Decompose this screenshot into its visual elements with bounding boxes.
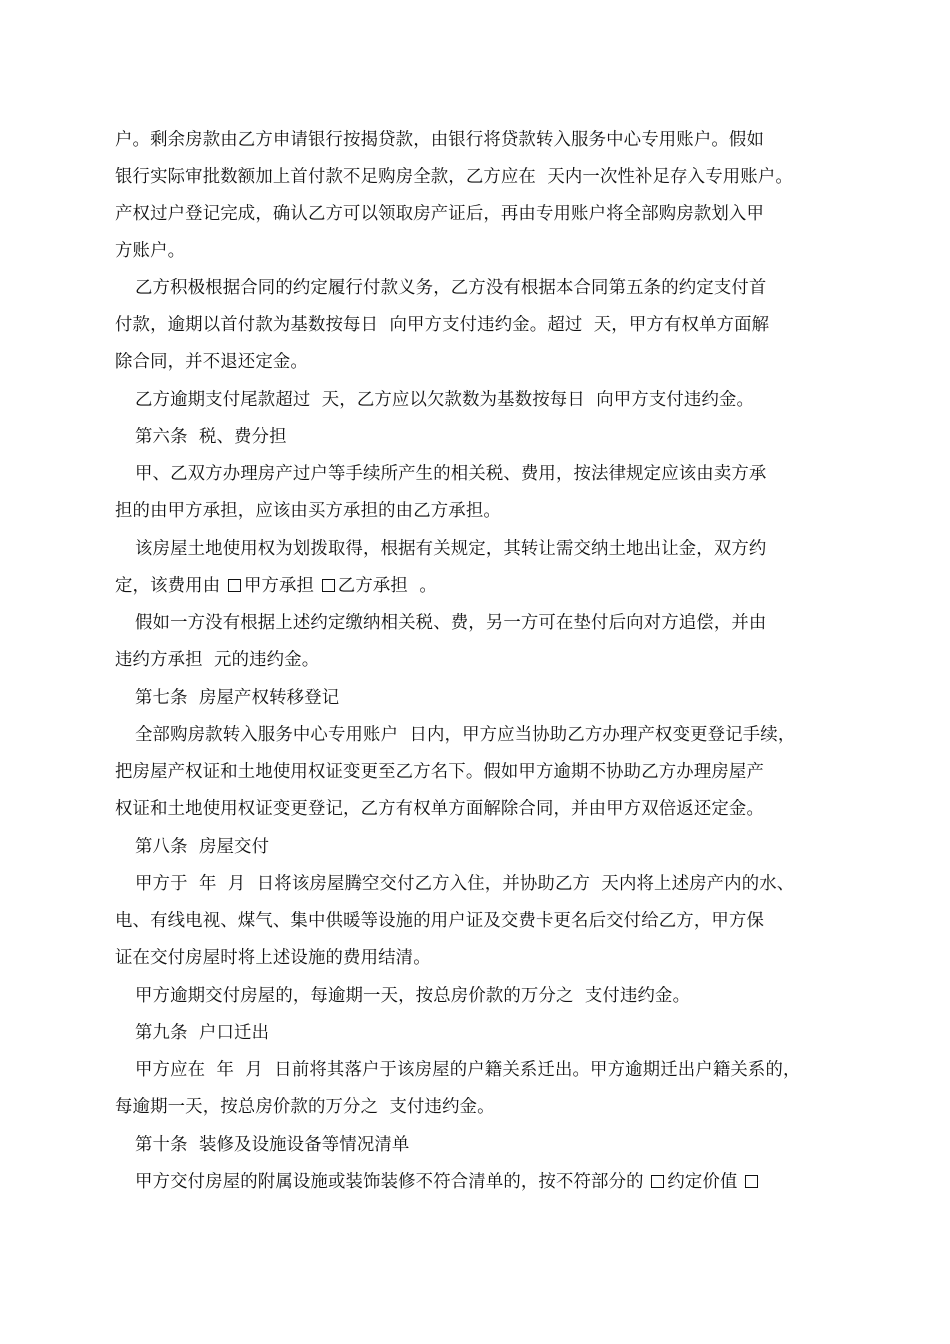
body-line: 除合同，并不退还定金。 [115, 352, 308, 372]
section-heading: 第六条 税、费分担 [135, 427, 287, 447]
body-line: 电、有线电视、煤气、集中供暖等设施的用户证及交费卡更名后交付给乙方，甲方保 [115, 911, 765, 931]
section-heading: 第九条 户口迁出 [135, 1023, 270, 1043]
checkbox-icon [228, 579, 241, 592]
body-line: 产权过户登记完成，确认乙方可以领取房产证后，再由专用账户将全部购房款划入甲 [115, 204, 765, 224]
body-line: 每逾期一天，按总房价款的万分之 支付违约金。 [115, 1097, 495, 1117]
body-line [135, 1170, 761, 1194]
body-text: 甲方交付房屋的附属设施或装饰装修不符合清单的，按不符部分的 [135, 1172, 644, 1192]
body-text: 定，该费用由 [115, 576, 221, 596]
body-line: 银行实际审批数额加上首付款不足购房全款，乙方应在 天内一次性补足存入专用账户。 [115, 167, 793, 187]
checkbox-icon [322, 579, 335, 592]
body-line: 把房屋产权证和土地使用权证变更至乙方名下。假如甲方逾期不协助乙方办理房屋产 [115, 762, 765, 782]
body-line: 证在交付房屋时将上述设施的费用结清。 [115, 948, 431, 968]
body-line [115, 574, 437, 598]
body-line: 违约方承担 元的违约金。 [115, 650, 320, 670]
section-heading: 第七条 房屋产权转移登记 [135, 688, 340, 708]
body-line: 乙方逾期支付尾款超过 天，乙方应以欠款数为基数按每日 向甲方支付违约金。 [135, 390, 755, 410]
body-line: 乙方积极根据合同的约定履行付款义务，乙方没有根据本合同第五条的约定支付首 [135, 278, 767, 298]
body-line: 甲、乙双方办理房产过户等手续所产生的相关税、费用，按法律规定应该由卖方承 [135, 464, 767, 484]
body-line: 户。剩余房款由乙方申请银行按揭贷款，由银行将贷款转入服务中心专用账户。假如 [115, 130, 765, 150]
body-line: 甲方应在 年 月 日前将其落户于该房屋的户籍关系迁出。甲方逾期迁出户籍关系的， [135, 1060, 801, 1080]
body-line: 该房屋土地使用权为划拨取得，根据有关规定，其转让需交纳土地出让金，双方约 [135, 539, 767, 559]
checkbox-icon [651, 1175, 664, 1188]
body-line: 方账户。 [115, 241, 186, 261]
body-line: 假如一方没有根据上述约定缴纳相关税、费，另一方可在垫付后向对方追偿，并由 [135, 613, 767, 633]
body-line: 全部购房款转入服务中心专用账户 日内，甲方应当协助乙方办理产权变更登记手续， [135, 725, 796, 745]
section-heading: 第八条 房屋交付 [135, 837, 270, 857]
option-label: 约定价值 [667, 1172, 738, 1192]
checkbox-icon [745, 1175, 758, 1188]
option-label: 甲方承担 [243, 576, 315, 596]
body-line: 付款，逾期以首付款为基数按每日 向甲方支付违约金。超过 天，甲方有权单方面解 [115, 315, 770, 335]
body-line: 甲方逾期交付房屋的，每逾期一天，按总房价款的万分之 支付违约金。 [135, 986, 691, 1006]
body-text: 。 [419, 576, 437, 596]
body-line: 担的由甲方承担，应该由买方承担的由乙方承担。 [115, 501, 501, 521]
section-heading: 第十条 装修及设施设备等情况清单 [135, 1135, 410, 1155]
body-line: 甲方于 年 月 日将该房屋腾空交付乙方入住，并协助乙方 天内将上述房产内的水、 [135, 874, 795, 894]
body-line: 权证和土地使用权证变更登记，乙方有权单方面解除合同，并由甲方双倍返还定金。 [115, 799, 765, 819]
option-label: 乙方承担 [337, 576, 408, 596]
